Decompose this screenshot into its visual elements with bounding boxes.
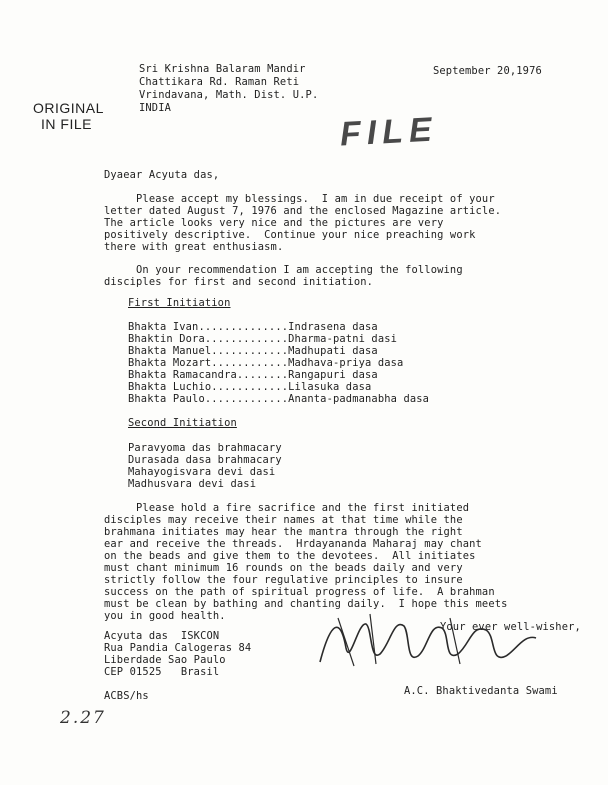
list-item: Paravyoma das brahmacary: [128, 442, 282, 454]
sender-address-line-2: Chattikara Rd. Raman Reti: [139, 76, 300, 88]
salutation: Dyaear Acyuta das,: [104, 169, 220, 181]
paragraph-line: letter dated August 7, 1976 and the enclosed Magazine article.: [104, 205, 502, 217]
paragraph-line: brahmana initiates may hear the mantra through the right: [104, 526, 463, 538]
stamp-line-original: ORIGINAL: [33, 100, 104, 116]
recipient-line: Rua Pandia Calogeras 84: [104, 642, 252, 654]
list-item: Durasada dasa brahmacary: [128, 454, 282, 466]
paragraph-line: on the beads and give them to the devotees. All initiates: [104, 550, 476, 562]
paragraph-line: disciples may receive their names at that time while the: [104, 514, 463, 526]
paragraph-line: The article looks very nice and the pictures are very: [104, 217, 444, 229]
second-initiation-heading: Second Initiation: [128, 417, 237, 429]
paragraph-line: Please hold a fire sacrifice and the first initiated: [104, 502, 470, 514]
paragraph-line: success on the path of spiritual progress of life. A brahman: [104, 586, 495, 598]
sender-address-line-1: Sri Krishna Balaram Mandir: [139, 63, 306, 75]
paragraph-line: there with great enthusiasm.: [104, 241, 284, 253]
list-item: Bhakta Mozart............Madhava-priya dasa: [128, 357, 404, 369]
paragraph-line: positively descriptive. Continue your nice preaching work: [104, 229, 476, 241]
stamp-line-in-file: IN FILE: [41, 116, 92, 132]
list-item: Mahayogisvara devi dasi: [128, 466, 276, 478]
recipient-line: Acyuta das ISKCON: [104, 630, 220, 642]
typist-initials: ACBS/hs: [104, 690, 149, 702]
paragraph-line: ear and receive the threads. Hrdayananda Maharaj may chant: [104, 538, 482, 550]
handwritten-file-number: 2.27: [60, 708, 106, 728]
recipient-line: Liberdade Sao Paulo: [104, 654, 226, 666]
letter-date: September 20,1976: [433, 65, 542, 77]
list-item: Bhakta Paulo.............Ananta-padmanabha dasa: [128, 393, 430, 405]
first-initiation-heading: First Initiation: [128, 297, 231, 309]
list-item: Bhakta Ivan..............Indrasena dasa: [128, 321, 378, 333]
paragraph-line: disciples for first and second initiation.: [104, 276, 374, 288]
sender-address-line-4: INDIA: [139, 102, 172, 114]
paragraph-line: you in good health.: [104, 610, 226, 622]
file-stamp: FILE: [339, 110, 439, 154]
list-item: Madhusvara devi dasi: [128, 478, 257, 490]
paragraph-line: strictly follow the four regulative principles to insure: [104, 574, 463, 586]
paragraph-line: must be clean by bathing and chanting daily. I hope this meets: [104, 598, 508, 610]
paragraph-line: On your recommendation I am accepting the following: [104, 264, 463, 276]
list-item: Bhakta Luchio............Lilasuka dasa: [128, 381, 372, 393]
signature-name: A.C. Bhaktivedanta Swami: [404, 685, 558, 697]
recipient-line: CEP 01525 Brasil: [104, 666, 220, 678]
list-item: Bhaktin Dora.............Dharma-patni dasi: [128, 333, 398, 345]
paragraph-line: must chant minimum 16 rounds on the beads daily and very: [104, 562, 463, 574]
closing: Your ever well-wisher,: [440, 621, 581, 633]
handwritten-signature: [310, 604, 550, 674]
sender-address-line-3: Vrindavana, Math. Dist. U.P.: [139, 89, 319, 101]
list-item: Bhakta Manuel............Madhupati dasa: [128, 345, 378, 357]
paragraph-line: Please accept my blessings. I am in due receipt of your: [104, 193, 495, 205]
list-item: Bhakta Ramacandra........Rangapuri dasa: [128, 369, 378, 381]
original-in-file-stamp: [33, 100, 104, 132]
